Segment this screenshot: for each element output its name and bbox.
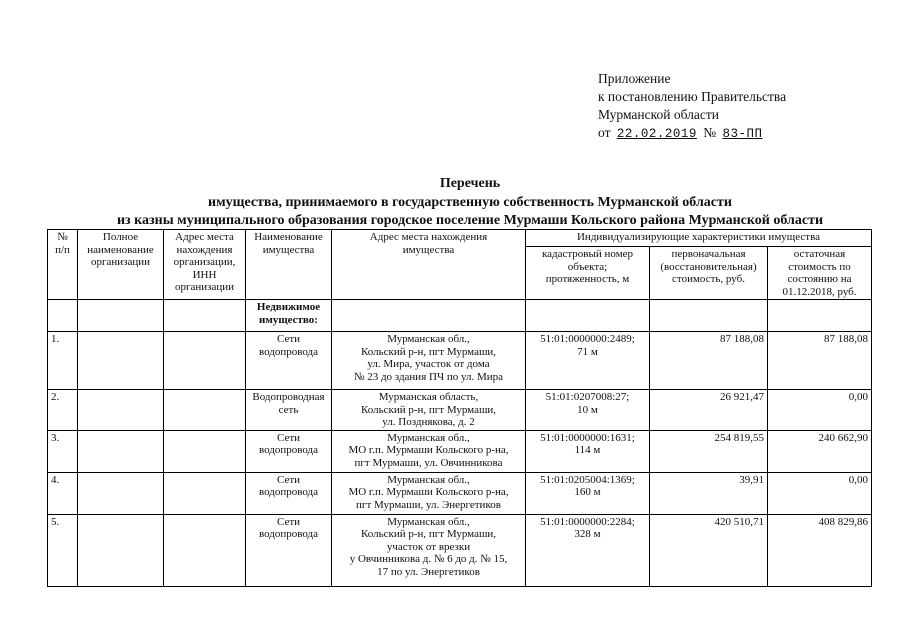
table-row — [48, 332, 872, 390]
cell — [164, 300, 246, 332]
header-num: № п/п — [48, 230, 78, 300]
property-name: Сети водопровода — [246, 472, 332, 514]
cadastral-number: 51:01:0000000:1631; 114 м — [526, 430, 650, 472]
cell — [526, 300, 650, 332]
org-address-cell — [164, 514, 246, 586]
property-address: Мурманская область, Кольский р-н, пгт Мурмаши, ул. Позднякова, д. 2 — [332, 390, 526, 431]
org-name-cell — [78, 430, 164, 472]
cell — [48, 300, 78, 332]
initial-cost: 26 921,47 — [650, 390, 768, 431]
annex-date-line — [598, 124, 786, 143]
cell — [768, 300, 872, 332]
residual-cost: 0,00 — [768, 472, 872, 514]
section-row — [48, 300, 872, 332]
annex-line2: к постановлению Правительства — [598, 89, 787, 104]
annex-line3: Мурманской области — [598, 107, 719, 122]
cadastral-number: 51:01:0000000:2284; 328 м — [526, 514, 650, 586]
property-name: Сети водопровода — [246, 514, 332, 586]
residual-cost: 0,00 — [768, 390, 872, 431]
org-address-cell — [164, 430, 246, 472]
header-row-1 — [48, 230, 872, 247]
header-org-address: Адрес места нахождения организации, ИНН организации — [164, 230, 246, 300]
header-characteristics: Индивидуализирующие характеристики имущества — [526, 230, 872, 247]
org-name-cell — [78, 332, 164, 390]
property-address: Мурманская обл., МО г.п. Мурмаши Кольского р-на, пгт Мурмаши, ул. Овчинникова — [332, 430, 526, 472]
document-heading: Перечень — [439, 176, 501, 191]
table-row — [48, 430, 872, 472]
residual-cost: 87 188,08 — [768, 332, 872, 390]
initial-cost: 420 510,71 — [650, 514, 768, 586]
decree-number: 83-ПП — [722, 127, 763, 141]
residual-cost: 408 829,86 — [768, 514, 872, 586]
property-address: Мурманская обл., МО г.п. Мурмаши Кольского р-на, пгт Мурмаши, ул. Энергетиков — [332, 472, 526, 514]
decree-date: 22.02.2019 — [616, 127, 697, 141]
annex-block — [598, 70, 786, 143]
cadastral-number: 51:01:0207008:27; 10 м — [526, 390, 650, 431]
cadastral-number: 51:01:0205004:1369; 160 м — [526, 472, 650, 514]
table-row — [48, 390, 872, 431]
row-number: 3. — [48, 430, 78, 472]
number-label: № — [703, 125, 717, 140]
residual-cost: 240 662,90 — [768, 430, 872, 472]
row-number: 2. — [48, 390, 78, 431]
property-address: Мурманская обл., Кольский р-н, пгт Мурмаши, ул. Мира, участок от дома № 23 до здания ПЧ по ул. Мира — [332, 332, 526, 390]
header-property-address: Адрес места нахождения имущества — [332, 230, 526, 300]
org-name-cell — [78, 472, 164, 514]
from-label: от — [598, 125, 611, 140]
initial-cost: 254 819,55 — [650, 430, 768, 472]
document-subtitle-1: имущества, принимаемого в государственную собственность Мурманской области — [208, 195, 732, 210]
annex-line1: Приложение — [598, 71, 671, 86]
property-name: Сети водопровода — [246, 332, 332, 390]
cell — [78, 300, 164, 332]
cadastral-number: 51:01:0000000:2489; 71 м — [526, 332, 650, 390]
org-address-cell — [164, 390, 246, 431]
header-property-name: Наименование имущества — [246, 230, 332, 300]
row-number: 4. — [48, 472, 78, 514]
property-table — [47, 229, 872, 587]
row-number: 5. — [48, 514, 78, 586]
section-label: Недвижимое имущество: — [246, 300, 332, 332]
initial-cost: 39,91 — [650, 472, 768, 514]
org-name-cell — [78, 514, 164, 586]
table-row — [48, 472, 872, 514]
initial-cost: 87 188,08 — [650, 332, 768, 390]
table-body — [48, 332, 872, 587]
property-name: Сети водопровода — [246, 430, 332, 472]
property-name: Водопроводная сеть — [246, 390, 332, 431]
org-address-cell — [164, 472, 246, 514]
cell — [650, 300, 768, 332]
cell — [332, 300, 526, 332]
header-residual-cost: остаточная стоимость по состоянию на 01.12.2018, руб. — [768, 247, 872, 300]
header-cadastral: кадастровый номер объекта; протяженность, м — [526, 247, 650, 300]
document-subtitle-2: из казны муниципального образования городское поселение Мурмаши Кольского района Мурманской области — [116, 213, 824, 228]
property-address: Мурманская обл., Кольский р-н, пгт Мурмаши, участок от врезки у Овчинникова д. № 6 до д. № 15, 17 по ул. Энергетиков — [332, 514, 526, 586]
table-row — [48, 514, 872, 586]
org-address-cell — [164, 332, 246, 390]
header-initial-cost: первоначальная (восстановительная) стоимость, руб. — [650, 247, 768, 300]
row-number: 1. — [48, 332, 78, 390]
org-name-cell — [78, 390, 164, 431]
header-org-name: Полное наименование организации — [78, 230, 164, 300]
